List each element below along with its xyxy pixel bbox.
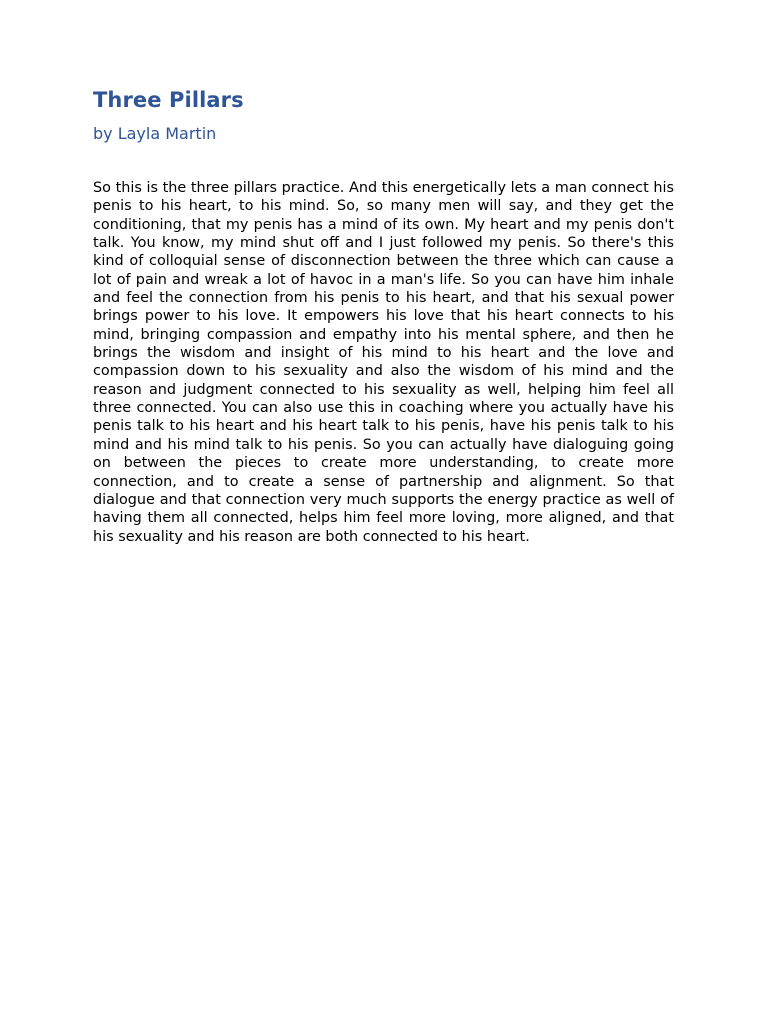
document-title: Three Pillars: [93, 88, 244, 112]
document-page: [93, 86, 674, 546]
document-body: So this is the three pillars practice. And this energetically lets a man connect his penis to his heart, to his mind. So, so many men will say, and they get the conditioning, that my penis has a mind of its own. My heart and my penis don't talk. You know, my mind shut off and I just followed my penis. So there's this kind of colloquial sense of disconnection between the three which can cause a lot of pain and wreak a lot of havoc in a man's life. So you can have him inhale and feel the connection from his penis to his heart, and that his sexual power brings power to his love. It empowers his love that his heart connects to his mind, bringing compassion and empathy into his mental sphere, and then he brings the wisdom and insight of his mind to his heart and the love and compassion down to his sexuality and also the wisdom of his mind and the reason and judgment connected to his sexuality as well, helping him feel all three connected. You can also use this in coaching where you actually have his penis talk to his heart and his heart talk to his penis, have his penis talk to his mind and his mind talk to his penis. So you can actually have dialoguing going on between the pieces to create more understanding, to create more connection, and to create a sense of partnership and alignment. So that dialogue and that connection very much supports the energy practice as well of having them all connected, helps him feel more loving, more aligned, and that his sexuality and his reason are both connected to his heart.: [93, 180, 674, 545]
document-author: by Layla Martin: [93, 124, 217, 143]
